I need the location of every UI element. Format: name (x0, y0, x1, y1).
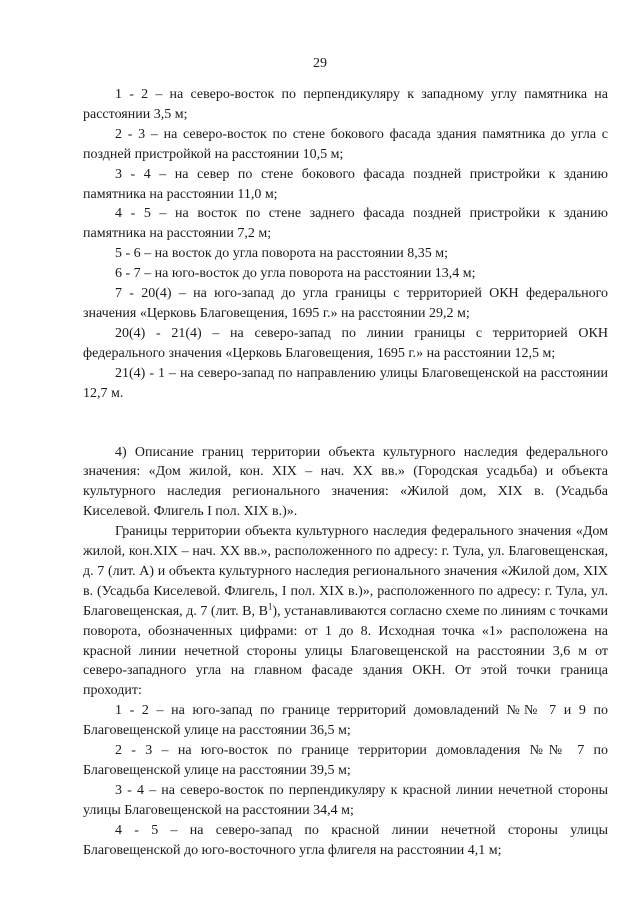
boundary-segment: 1 - 2 – на юго-запад по границе территорий домовладений №№ 7 и 9 по Благовещенской улице на расстоянии 36,5 м; (83, 703, 608, 739)
boundary-segment: 4 - 5 – на северо-запад по красной линии нечетной стороны улицы Благовещенской до юго-восточного угла флигеля на расстоянии 4,1 м; (83, 822, 608, 858)
section-description-text: Границы территории объекта культурного наследия федерального значения «Дом жилой, кон.XIX – нач. XX вв.», расположенного по адресу: г. Тула, ул. Благовещенская, д. 7 (лит. А) и объекта культурного наследия регионального значения «Жилой дом, XIX в. (Усадьба Киселевой. Флигель, I пол. XIX в.)», расположенного по адресу: г. Тула, ул. Благовещенская, д. 7 (лит. В, В (83, 524, 608, 619)
superscript-marker: 1 (267, 601, 273, 612)
boundary-segment: 5 - 6 – на восток до угла поворота на расстоянии 8,35 м; (115, 246, 449, 262)
section-gap (83, 404, 608, 443)
section-description-text-cont: ), устанавливаются согласно схеме по линиям с точками поворота, обозначенных цифрами: от 1 до 8. Исходная точка «1» расположена на красной линии нечетной стороны улицы Благовещенской на расстоянии 3,6 м от северо-западного угла на главном фасаде здания ОКН. От этой точки граница проходит: (83, 603, 609, 699)
boundary-segment: 6 - 7 – на юго-восток до угла поворота на расстоянии 13,4 м; (115, 266, 476, 282)
boundary-segment: 4 - 5 – на восток по стене заднего фасада поздней пристройки к зданию памятника на расстоянии 7,2 м; (83, 206, 608, 242)
boundary-segment: 2 - 3 – на северо-восток по стене бокового фасада здания памятника до угла с поздней пристройкой на расстоянии 10,5 м; (83, 126, 608, 162)
document-body (83, 85, 608, 861)
section-description (83, 522, 608, 701)
boundary-segment: 1 - 2 – на северо-восток по перпендикуляру к западному углу памятника на расстоянии 3,5 м; (83, 87, 608, 122)
section-heading: 4) Описание границ территории объекта культурного наследия федерального значения: «Дом жилой, кон. XIX – нач. XX вв.» (Городская усадьба) и объекта культурного наследия регионального значения: «Жилой дом, XIX в. (Усадьба Киселевой. Флигель I пол. XIX в.)». (83, 444, 608, 520)
page-number: 29 (313, 56, 327, 71)
boundary-segment: 3 - 4 – на северо-восток по перпендикуляру к красной линии нечетной стороны улицы Благовещенской на расстоянии 34,4 м; (83, 782, 608, 818)
boundary-segment: 20(4) - 21(4) – на северо-запад по линии границы с территорией ОКН федерального значения «Церковь Благовещения, 1695 г.» на расстоянии 12,5 м; (83, 325, 608, 361)
boundary-segment: 7 - 20(4) – на юго-запад до угла границы с территорией ОКН федерального значения «Церковь Благовещения, 1695 г.» на расстоянии 29,2 м; (83, 286, 608, 321)
boundary-segment: 2 - 3 – на юго-восток по границе территории домовладения №№ 7 по Благовещенской улице на расстоянии 39,5 м; (83, 743, 608, 778)
boundary-segment: 21(4) - 1 – на северо-запад по направлению улицы Благовещенской на расстоянии 12,7 м. (83, 365, 608, 401)
boundary-segment: 3 - 4 – на север по стене бокового фасада поздней пристройки к зданию памятника на расстоянии 11,0 м; (83, 166, 608, 202)
